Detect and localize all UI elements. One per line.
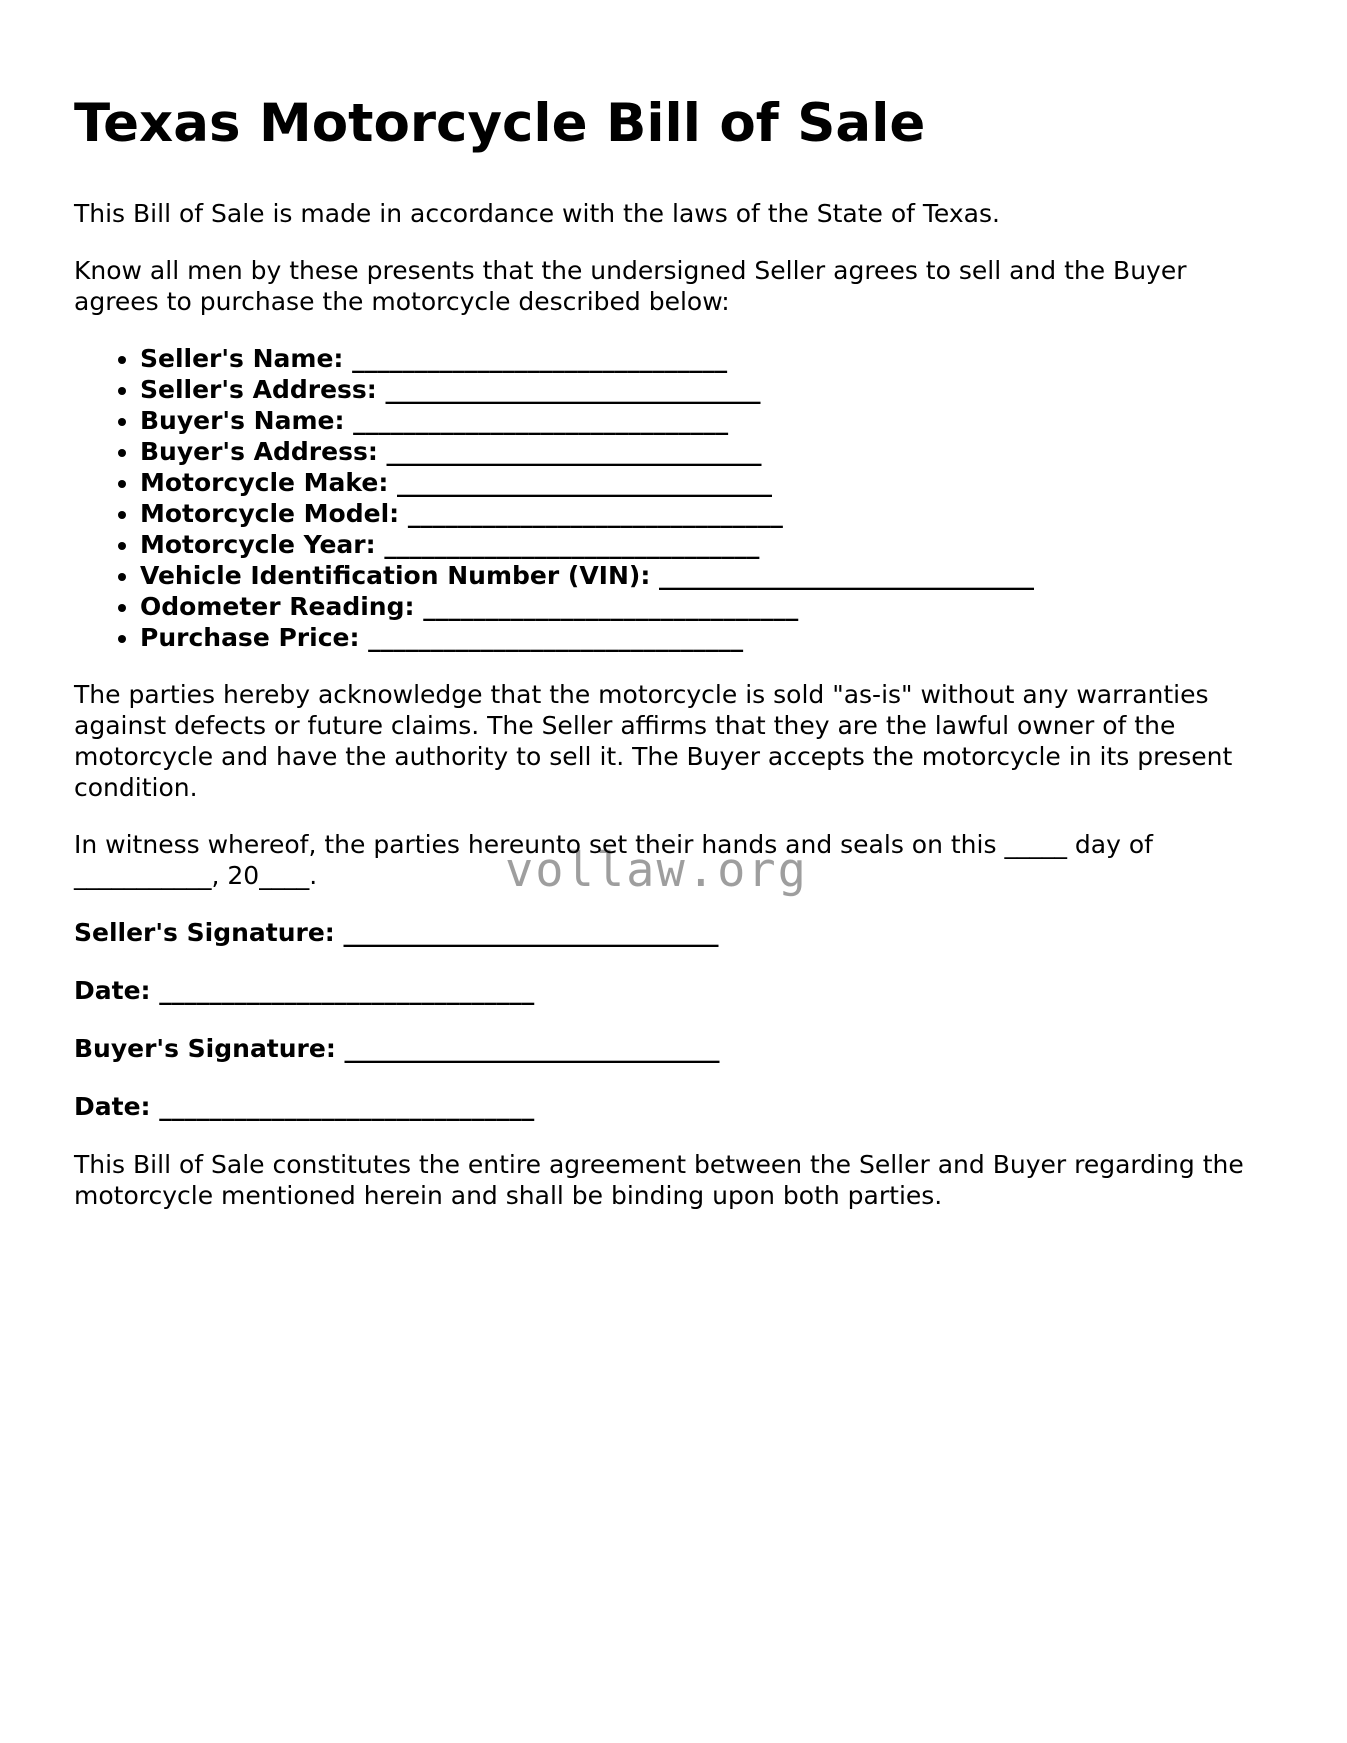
vin-field: • Vehicle Identification Number (VIN): ______________________________ <box>140 560 1274 591</box>
acknowledgment-paragraph: The parties hereby acknowledge that the motorcycle is sold "as-is" without any warranties against defects or future claims. The Seller affirms that they are the lawful owner of the motorcycle and have the authority to sell it. The Buyer accepts the motorcycle in its present condition. <box>74 679 1233 802</box>
fields-list <box>74 343 1274 653</box>
seller-date-line: Date: ______________________________ <box>74 975 535 1005</box>
motorcycle-model-field: • Motorcycle Model: ______________________________ <box>140 498 1274 529</box>
closing-paragraph: This Bill of Sale constitutes the entire agreement between the Seller and Buyer regarding the motorcycle mentioned herein and shall be binding upon both parties. <box>74 1149 1244 1210</box>
witness-paragraph: In witness whereof, the parties hereunto set their hands and seals on this _____ day of ___________, 20____. <box>74 829 1153 890</box>
odometer-field: • Odometer Reading: ______________________________ <box>140 591 1274 622</box>
purchase-price-field: • Purchase Price: ______________________________ <box>140 622 1274 653</box>
buyer-address-field: • Buyer's Address: ______________________________ <box>140 436 1274 467</box>
buyer-name-field: • Buyer's Name: ______________________________ <box>140 405 1274 436</box>
watermark: vollaw.org <box>505 843 808 898</box>
motorcycle-year-field: • Motorcycle Year: ______________________________ <box>140 529 1274 560</box>
motorcycle-make-field: • Motorcycle Make: ______________________________ <box>140 467 1274 498</box>
preamble-paragraph: Know all men by these presents that the undersigned Seller agrees to sell and the Buyer agrees to purchase the motorcycle described below: <box>74 255 1187 316</box>
seller-name-field: • Seller's Name: ______________________________ <box>140 343 1274 374</box>
buyer-signature-line: Buyer's Signature: ______________________________ <box>74 1033 720 1063</box>
intro-paragraph: This Bill of Sale is made in accordance with the laws of the State of Texas. <box>74 198 1000 228</box>
document-page <box>74 92 1274 1237</box>
document-title: Texas Motorcycle Bill of Sale <box>74 93 926 154</box>
seller-address-field: • Seller's Address: ______________________________ <box>140 374 1274 405</box>
buyer-date-line: Date: ______________________________ <box>74 1091 535 1121</box>
seller-signature-line: Seller's Signature: ______________________________ <box>74 917 719 947</box>
